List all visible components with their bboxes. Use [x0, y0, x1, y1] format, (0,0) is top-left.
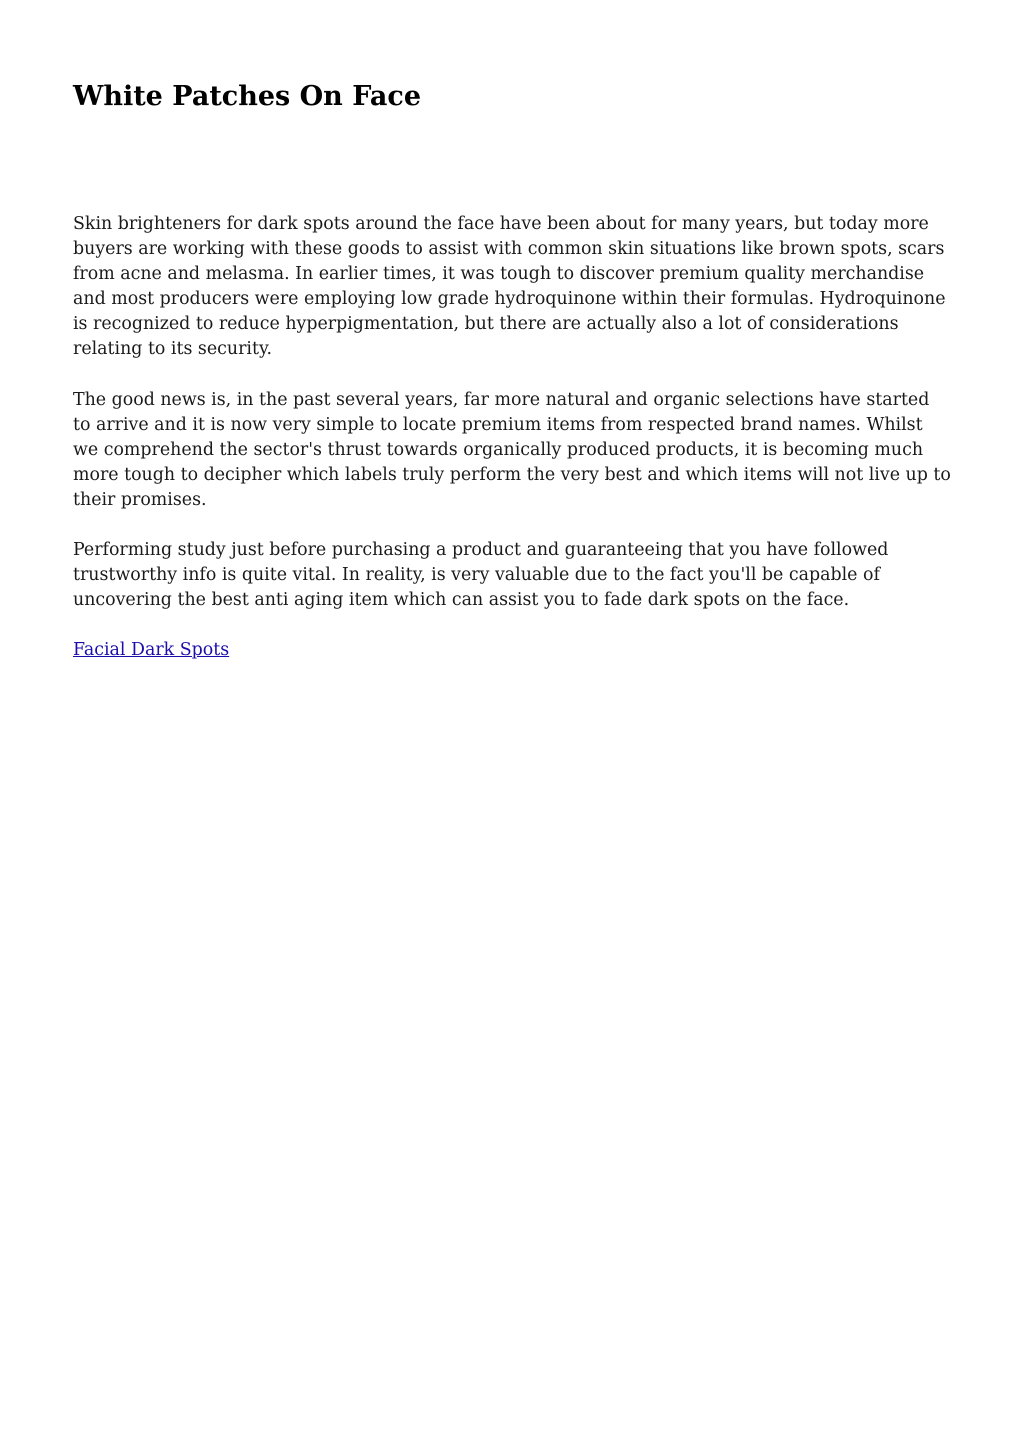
- document-body: [73, 212, 951, 663]
- link-paragraph: [73, 638, 951, 663]
- paragraph-2: The good news is, in the past several years, far more natural and organic selections have started to arrive and it is now very simple to locate premium items from respected brand names. Whilst we comprehend the sector's thrust towards organically produced products, it is becoming much more tough to decipher which labels truly perform the very best and which items will not live up to their promises.: [73, 389, 951, 510]
- page-title: White Patches On Face: [73, 81, 422, 112]
- paragraph-1: Skin brighteners for dark spots around the face have been about for many years, but today more buyers are working with these goods to assist with common skin situations like brown spots, scars from acne and melasma. In earlier times, it was tough to discover premium quality merchandise and most producers were employing low grade hydroquinone within their formulas. Hydroquinone is recognized to reduce hyperpigmentation, but there are actually also a lot of considerations relating to its security.: [73, 214, 946, 360]
- paragraph-3: Performing study just before purchasing a product and guaranteeing that you have followed trustworthy info is quite vital. In reality, is very valuable due to the fact you'll be capable of uncovering the best anti aging item which can assist you to fade dark spots on the face.: [73, 540, 889, 611]
- document-page: [73, 78, 951, 663]
- facial-dark-spots-link[interactable]: Facial Dark Spots: [73, 640, 230, 661]
